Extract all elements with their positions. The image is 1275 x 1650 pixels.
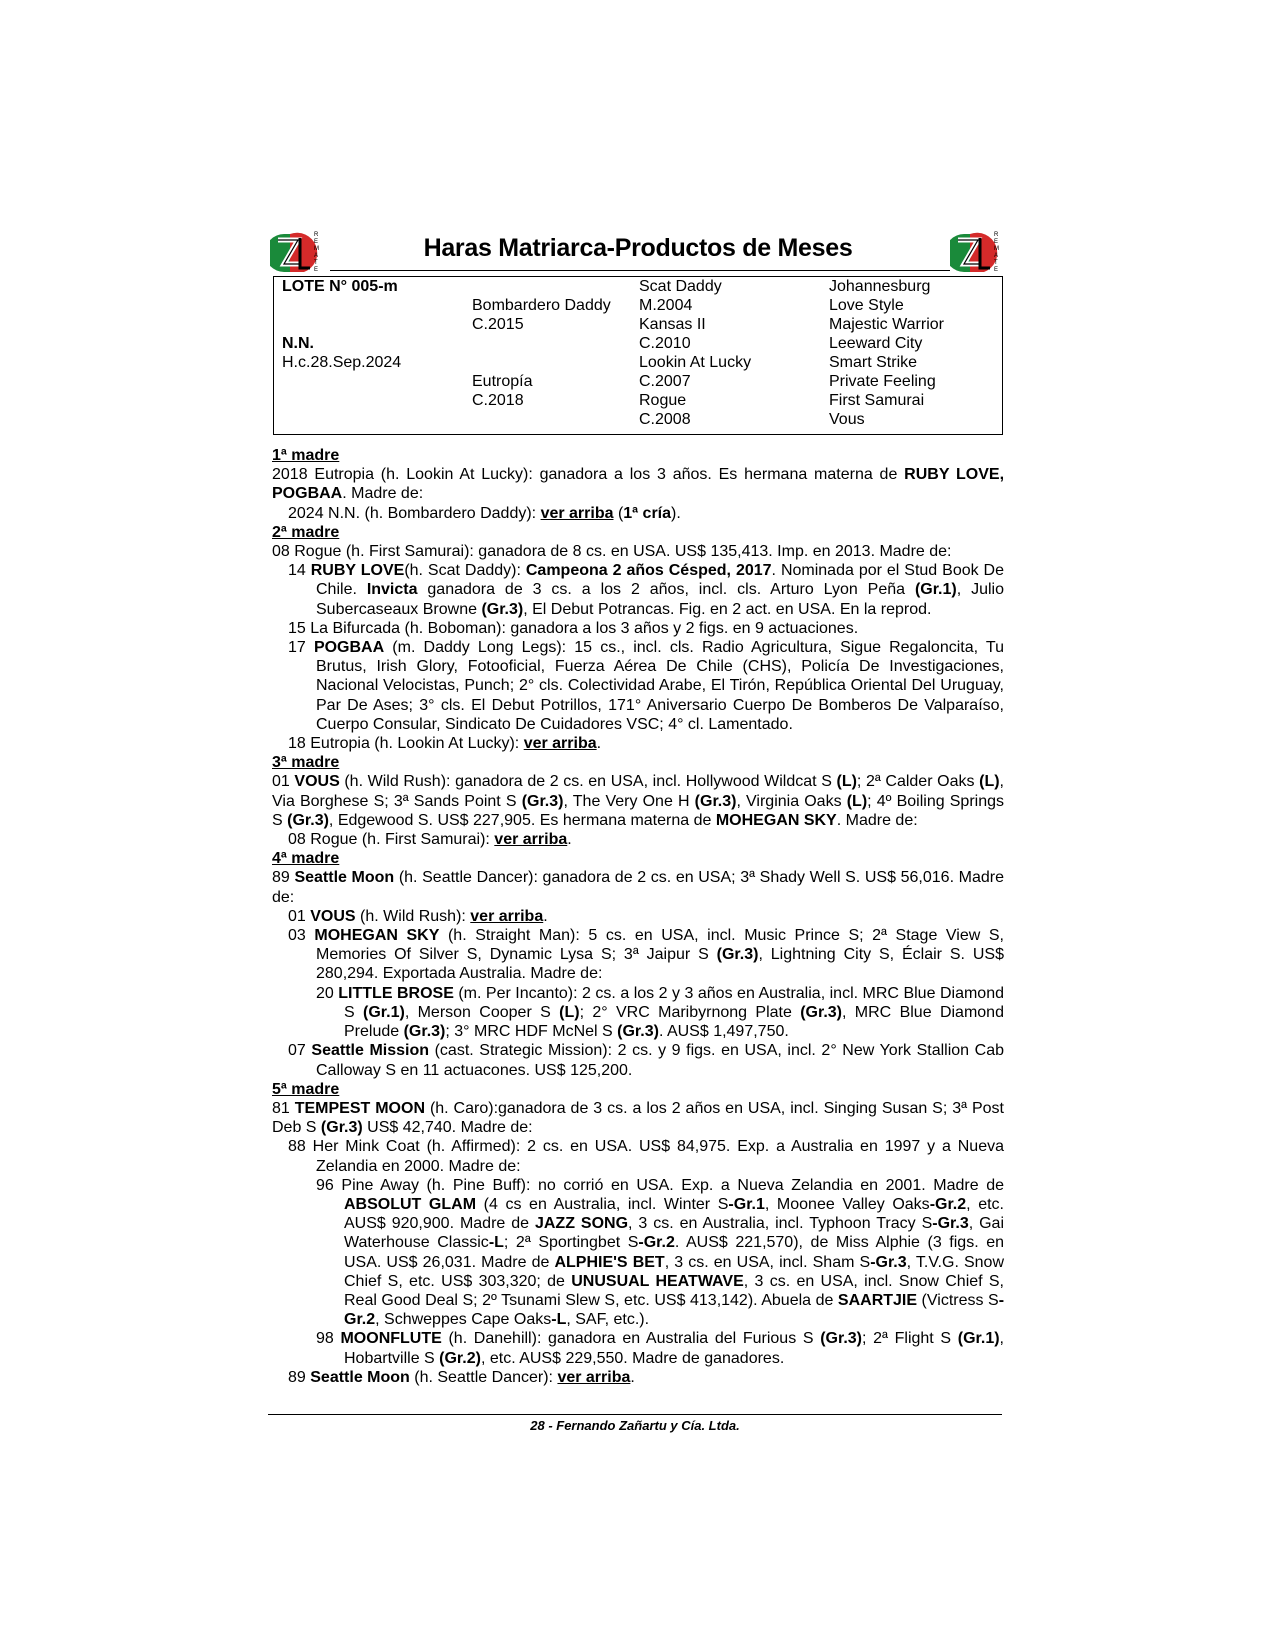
produce-entry: 01 VOUS (h. Wild Rush): ver arriba. — [288, 907, 548, 925]
produce-entry: 17 POGBAA (m. Daddy Long Legs): 15 cs., incl. cls. Radio Agricultura, Sigue Regaloncita, Tu Brutus, Irish Glory, Fotooficial, Fuerza Aérea De Chile (CHS), Policía De Investigaciones, Nacional Velocistas, Punch; 2° cls. Colectividad Arabe, El Tirón, República Oriental Del Uruguay, Par De Ases; 3° cls. El Debut Potrillos, 171° Aniversario Cuerpo De Bomberos De Valparaíso, Cuerpo Consular, Sindicato De Cuidadores VSC; 4° cl. Lamentado. — [288, 639, 1004, 733]
produce-entry: 98 MOONFLUTE (h. Danehill): ganadora en Australia del Furious S (Gr.3); 2ª Flight S (Gr.1), Hobartville S (Gr.2), etc. AUS$ 229,550. Madre de ganadores. — [316, 1330, 1004, 1367]
svg-text:M: M — [994, 246, 999, 252]
title-rule — [330, 270, 950, 271]
svg-text:E: E — [314, 239, 319, 245]
grandsire-2: Kansas II — [639, 316, 706, 333]
dam-entry: 08 Rogue (h. First Samurai): ganadora de 8 cs. en USA. US$ 135,413. Imp. en 2013. Madre de: — [272, 543, 952, 561]
ancestor: Private Feeling — [829, 373, 936, 390]
svg-text:E: E — [994, 239, 999, 245]
ancestor: Leeward City — [829, 335, 923, 352]
section-heading: 5ª madre — [272, 1080, 340, 1098]
foal-info: H.c.28.Sep.2024 — [282, 354, 402, 371]
grandsire-2-detail: C.2010 — [639, 335, 691, 352]
pedigree-table — [273, 276, 1003, 435]
ancestor: First Samurai — [829, 392, 925, 409]
produce-entry: 89 Seattle Moon (h. Seattle Dancer): ver arriba. — [288, 1368, 635, 1386]
svg-text:A: A — [314, 253, 319, 259]
produce-entry: 88 Her Mink Coat (h. Affirmed): 2 cs. en USA. US$ 84,975. Exp. a Australia en 1997 y a Nueva Zelandia en 2000. Madre de: — [288, 1138, 1004, 1175]
dam-entry: 01 VOUS (h. Wild Rush): ganadora de 2 cs. en USA, incl. Hollywood Wildcat S (L); 2ª Calder Oaks (L), Via Borghese S; 3ª Sands Point S (Gr.3), The Very One H (Gr.3), Virginia Oaks (L); 4º Boiling Springs S (Gr.3), Edgewood S. US$ 227,905. Es hermana materna de MOHEGAN SKY. Madre de: — [272, 773, 1005, 829]
grandsire-1: Scat Daddy — [639, 278, 722, 295]
produce-entry: 2024 N.N. (h. Bombardero Daddy): ver arriba (1ª cría). — [288, 504, 681, 522]
dam: Eutropía — [472, 373, 533, 390]
ancestor: Vous — [829, 411, 865, 428]
page-title: Haras Matriarca-Productos de Meses — [423, 234, 853, 262]
sire: Bombardero Daddy — [472, 297, 611, 314]
svg-text:E: E — [994, 267, 999, 273]
svg-text:T: T — [314, 260, 318, 266]
ancestor: Love Style — [829, 297, 904, 314]
grandsire-1-detail: M.2004 — [639, 297, 693, 314]
produce-entry: 07 Seattle Mission (cast. Strategic Mission): 2 cs. y 9 figs. en USA, incl. 2° New York Stallion Cab Calloway S en 11 actuacones. US$ 125,200. — [288, 1042, 1005, 1079]
section-heading: 4ª madre — [272, 850, 340, 868]
sire-detail: C.2015 — [472, 316, 524, 333]
produce-entry: 08 Rogue (h. First Samurai): ver arriba. — [288, 831, 572, 849]
ancestor: Johannesburg — [829, 278, 931, 295]
horse-name: N.N. — [282, 335, 314, 352]
page-footer: 28 - Fernando Zañartu y Cía. Ltda. — [530, 1418, 740, 1433]
svg-text:E: E — [314, 267, 319, 273]
dam-entry: 89 Seattle Moon (h. Seattle Dancer): ganadora de 2 cs. en USA; 3ª Shady Well S. US$ 56,016. Madre de: — [272, 869, 1005, 906]
svg-text:A: A — [994, 253, 999, 259]
svg-text:R: R — [994, 232, 999, 238]
produce-entry: 20 LITTLE BROSE (m. Per Incanto): 2 cs. a los 2 y 3 años en Australia, incl. MRC Blue Diamond S (Gr.1), Merson Cooper S (L); 2° VRC Maribyrnong Plate (Gr.3), MRC Blue Diamond Prelude (Gr.3); 3° MRC HDF McNel S (Gr.3). AUS$ 1,497,750. — [316, 984, 1004, 1041]
footer-rule — [268, 1414, 1002, 1415]
produce-entry: 03 MOHEGAN SKY (h. Straight Man): 5 cs. en USA, incl. Music Prince S; 2ª Stage View S, Memories Of Silver S, Dynamic Lysa S; 3ª Jaipur S (Gr.3), Lightning City S, Éclair S. US$ 280,294. Exportada Australia. Madre de: — [288, 927, 1005, 983]
grandsire-4: Rogue — [639, 392, 687, 409]
grandsire-4-detail: C.2008 — [639, 411, 691, 428]
section-heading: 1ª madre — [272, 447, 340, 464]
dam-entry: 2018 Eutropia (h. Lookin At Lucky): ganadora a los 3 años. Es hermana materna de RUBY LOVE, POGBAA. Madre de: — [272, 466, 1005, 503]
female-family-text — [272, 446, 1004, 1387]
svg-text:R: R — [314, 232, 319, 238]
section-heading: 3ª madre — [272, 754, 340, 772]
grandsire-3: Lookin At Lucky — [639, 354, 752, 371]
produce-entry: 14 RUBY LOVE(h. Scat Daddy): Campeona 2 años Césped, 2017. Nominada por el Stud Book De Chile. Invicta ganadora de 3 cs. a los 2 años, incl. cls. Arturo Lyon Peña (Gr.1), Julio Subercaseaux Browne (Gr.3), El Debut Potrancas. Fig. en 2 act. en USA. En la reprod. — [288, 562, 1005, 618]
produce-entry: 15 La Bifurcada (h. Boboman): ganadora a los 3 años y 2 figs. en 9 actuaciones. — [288, 619, 859, 637]
svg-text:T: T — [994, 260, 998, 266]
svg-text:M: M — [314, 246, 319, 252]
dam-detail: C.2018 — [472, 392, 524, 409]
section-heading: 2ª madre — [272, 523, 340, 541]
produce-entry: 18 Eutropia (h. Lookin At Lucky): ver arriba. — [288, 735, 602, 753]
ancestor: Smart Strike — [829, 354, 918, 371]
ancestor: Majestic Warrior — [829, 316, 944, 333]
dam-entry: 81 TEMPEST MOON (h. Caro):ganadora de 3 cs. a los 2 años en USA, incl. Singing Susan S; 3ª Post Deb S (Gr.3) US$ 42,740. Madre de: — [272, 1099, 1005, 1137]
zl-remates-logo — [950, 228, 1004, 274]
grandsire-3-detail: C.2007 — [639, 373, 691, 390]
zl-remates-logo — [270, 228, 324, 274]
produce-entry: 96 Pine Away (h. Pine Buff): no corrió en USA. Exp. a Nueva Zelandia en 2001. Madre de ABSOLUT GLAM (4 cs en Australia, incl. Winter S-Gr.1, Moonee Valley Oaks-Gr.2, etc. AUS$ 920,900. Madre de JAZZ SONG, 3 cs. en Australia, incl. Typhoon Tracy S-Gr.3, Gai Waterhouse Classic-L; 2ª Sportingbet S-Gr.2. AUS$ 221,570), de Miss Alphie (3 figs. en USA. US$ 26,031. Madre de ALPHIE'S BET, 3 cs. en USA, incl. Sham S-Gr.3, T.V.G. Snow Chief S, etc. US$ 303,320; de UNUSUAL HEATWAVE, 3 cs. en USA, incl. Snow Chief S, Real Good Deal S; 2º Tsunami Slew S, etc. US$ 413,142). Abuela de SAARTJIE (Victress S-Gr.2, Schweppes Cape Oaks-L, SAF, etc.). — [316, 1176, 1005, 1329]
lot-number: LOTE N° 005-m — [282, 278, 398, 295]
